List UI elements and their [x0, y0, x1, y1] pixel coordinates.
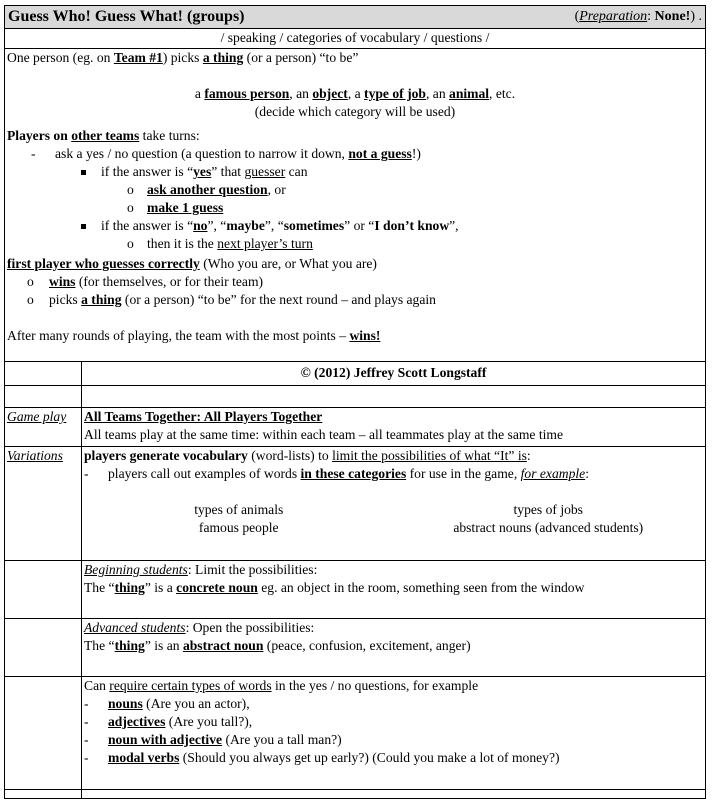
square-bullet-icon	[81, 224, 86, 229]
copyright: © (2012) Jeffrey Scott Longstaff	[82, 362, 706, 386]
wordtypes-row: Can require certain types of words in the yes / no questions, for example - nouns (Are you an actor), - adjectives (Are you tall?), - noun with adjective (Are you a tall man?) - modal verbs (Should you always get up early?) (Could you make a lot of money?)	[5, 677, 706, 790]
variations-row: Variations players generate vocabulary (word-lists) to limit the possibilities of what “It” is: - players call out examples of words in these categories for use in the game, for example: types of animals famous people types of jobs abstract nouns (advanced students)	[5, 447, 706, 561]
list-item: - modal verbs (Should you always get up early?) (Could you make a lot of money?)	[84, 750, 560, 765]
list-item: - nouns (Are you an actor),	[84, 696, 250, 711]
gameplay-label: Game play	[7, 409, 67, 424]
list-item: - noun with adjective (Are you a tall man?)	[84, 732, 342, 747]
bottom-row	[5, 790, 706, 799]
gameplay-title: All Teams Together: All Players Together	[84, 409, 323, 424]
category-tags: / speaking / categories of vocabulary / questions /	[5, 29, 706, 49]
empty-row	[5, 386, 706, 408]
page-title: Guess Who! Guess What! (groups)	[8, 8, 245, 25]
tags-row	[5, 29, 706, 49]
rules-cell: One person (eg. on Team #1) picks a thing (or a person) “to be” a famous person, an object, a type of job, an animal, etc. (decide which category will be used) Players on other teams take turns: - ask a yes / no question (a question to narrow it down, not a guess!) if the answer is “yes” that guesser can o ask another question, or o make 1 guess if the answer is “no”, “maybe”, “sometimes” or “I don’t know”, o then it is the next player’s turn first player who guesses correctly (Who you are, or What you are) o wins (for themselves, or for their team) o picks a thing (or a person) “to be” for the next round – and plays again After many rounds of playing, the team with the most points – wins!	[5, 49, 706, 362]
beginning-row: Beginning students: Limit the possibilities: The “thing” is a concrete noun eg. an object in the room, something seen from the window	[5, 561, 706, 619]
advanced-row: Advanced students: Open the possibilities: The “thing” is an abstract noun (peace, confusion, excitement, anger)	[5, 619, 706, 677]
worksheet	[4, 5, 705, 799]
title-row	[5, 6, 706, 29]
preparation-note: (Preparation: None!) .	[574, 9, 702, 24]
variations-label: Variations	[7, 448, 63, 463]
word-categories: types of animals famous people types of jobs abstract nouns (advanced students)	[194, 502, 644, 535]
square-bullet-icon	[81, 170, 86, 175]
category-list: a famous person, an object, a type of job, an animal, etc.	[194, 86, 516, 101]
rules-row	[5, 49, 706, 362]
gameplay-row	[5, 408, 706, 447]
list-item: - adjectives (Are you tall?),	[84, 714, 253, 729]
worksheet-table	[4, 5, 706, 799]
gameplay-text: All teams play at the same time: within each team – all teammates play at the same time	[84, 427, 564, 442]
copyright-row	[5, 362, 706, 386]
